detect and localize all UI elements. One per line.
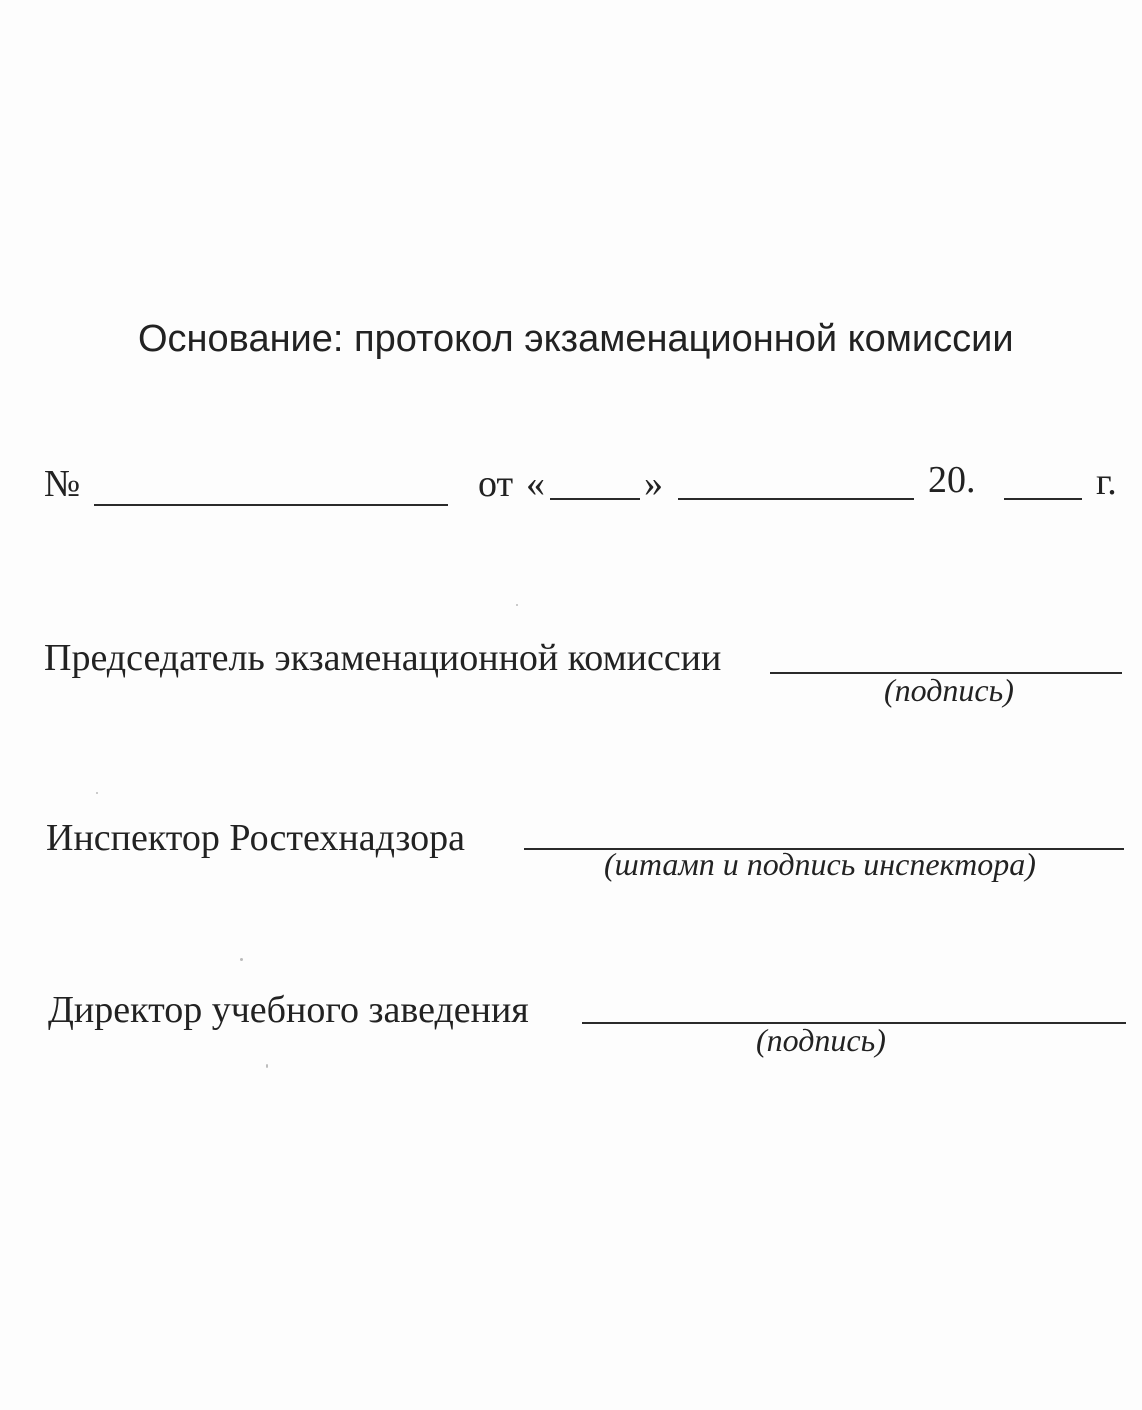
inspector-label: Инспектор Ростехнадзора xyxy=(46,817,466,859)
form-heading: Основание: протокол экзаменационной комиссии xyxy=(138,318,1014,360)
scan-speck xyxy=(96,792,98,794)
chairman-signature-caption: (подпись) xyxy=(884,672,1014,708)
chairman-label: Председатель экзаменационной комиссии xyxy=(44,637,722,679)
quote-close: » xyxy=(644,463,663,505)
scan-speck xyxy=(240,958,243,961)
from-label: от xyxy=(478,463,514,505)
year-prefix: 20. xyxy=(928,459,976,501)
director-signature-caption: (подпись) xyxy=(756,1022,886,1058)
number-sign: № xyxy=(44,463,81,505)
quote-open: « xyxy=(526,463,545,505)
inspector-signature-caption: (штамп и подпись инспектора) xyxy=(604,846,1036,882)
year-field[interactable] xyxy=(1004,498,1082,500)
protocol-number-field[interactable] xyxy=(94,504,448,506)
month-field[interactable] xyxy=(678,498,914,500)
year-suffix: г. xyxy=(1096,461,1117,503)
scan-speck xyxy=(266,1064,268,1068)
day-field[interactable] xyxy=(550,498,640,500)
scan-speck xyxy=(516,604,518,606)
director-label: Директор учебного заведения xyxy=(48,989,529,1031)
